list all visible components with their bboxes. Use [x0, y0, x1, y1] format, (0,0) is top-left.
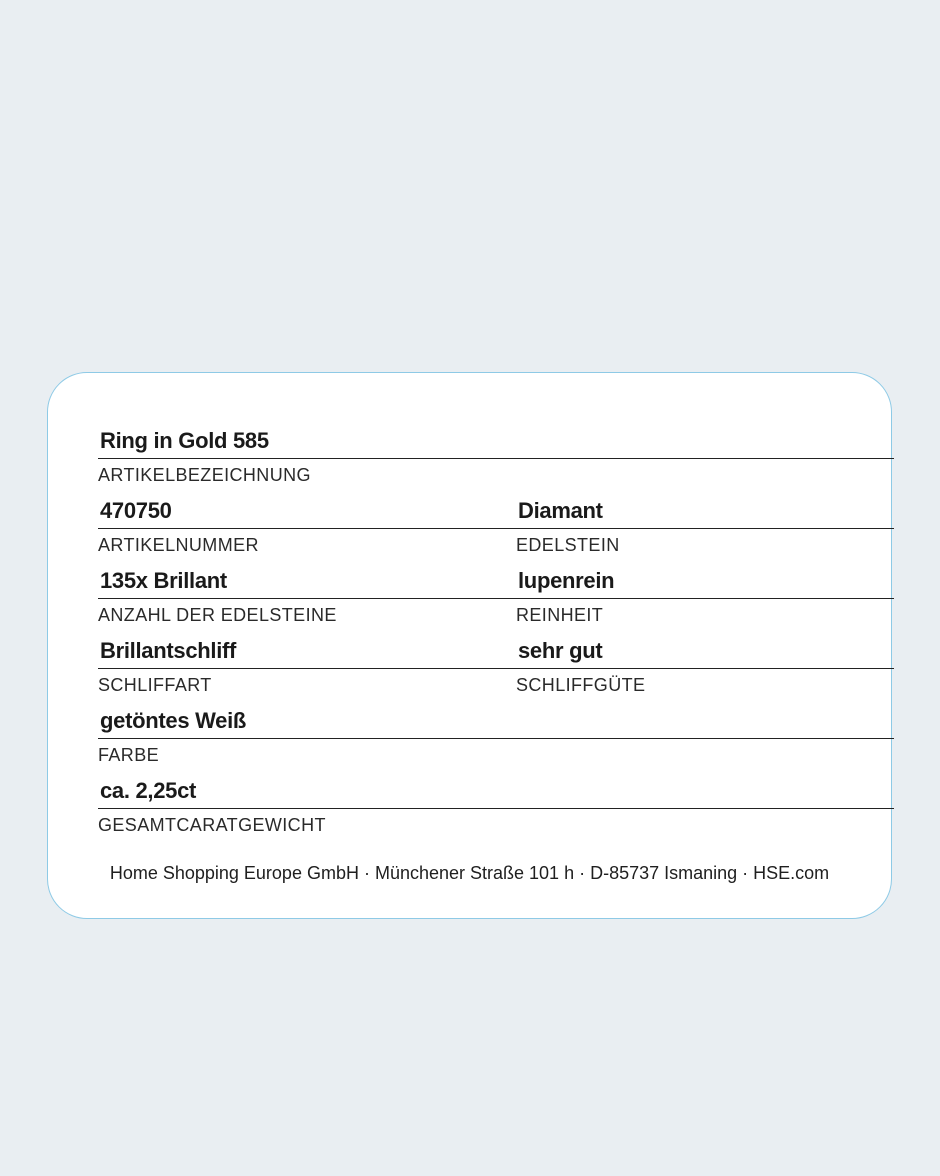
divider	[516, 528, 894, 529]
divider	[98, 458, 894, 459]
gemstone-label: EDELSTEIN	[516, 535, 620, 555]
color-value: getöntes Weiß	[100, 708, 247, 733]
cut-type-value: Brillantschliff	[100, 638, 237, 663]
gemstone-value: Diamant	[518, 498, 603, 523]
stone-count-label: ANZAHL DER EDELSTEINE	[98, 605, 337, 625]
company-footer: Home Shopping Europe GmbH · Münchener Straße 101 h · D-85737 Ismaning · HSE.com	[109, 863, 830, 883]
field-cut-grade	[516, 638, 894, 708]
row-total-carat	[98, 778, 894, 848]
total-carat-value: ca. 2,25ct	[100, 778, 197, 803]
row-stone-count-clarity	[98, 568, 894, 638]
total-carat-label: GESAMTCARATGEWICHT	[98, 815, 326, 835]
row-cut-type-cut-grade	[98, 638, 894, 708]
divider	[516, 598, 894, 599]
cut-grade-value: sehr gut	[518, 638, 603, 663]
clarity-label: REINHEIT	[516, 605, 604, 625]
field-clarity	[516, 568, 894, 638]
article-name-label: ARTIKELBEZEICHNUNG	[98, 465, 311, 485]
divider	[98, 738, 894, 739]
field-gemstone	[516, 498, 894, 568]
field-article-name	[98, 428, 894, 498]
row-article-name	[98, 428, 894, 498]
field-cut-type	[98, 638, 516, 708]
row-article-number-gemstone	[98, 498, 894, 568]
cut-grade-label: SCHLIFFGÜTE	[516, 675, 646, 695]
row-color	[98, 708, 894, 778]
cut-type-label: SCHLIFFART	[98, 675, 212, 695]
divider	[98, 598, 516, 599]
article-name-value: Ring in Gold 585	[100, 428, 269, 453]
stone-count-value: 135x Brillant	[100, 568, 227, 593]
clarity-value: lupenrein	[518, 568, 615, 593]
color-label: FARBE	[98, 745, 160, 765]
field-stone-count	[98, 568, 516, 638]
article-number-label: ARTIKELNUMMER	[98, 535, 259, 555]
product-info-card	[47, 372, 892, 919]
divider	[98, 808, 894, 809]
field-total-carat	[98, 778, 894, 848]
divider	[98, 528, 516, 529]
field-article-number	[98, 498, 516, 568]
divider	[98, 668, 516, 669]
field-color	[98, 708, 894, 778]
divider	[516, 668, 894, 669]
article-number-value: 470750	[100, 498, 172, 523]
